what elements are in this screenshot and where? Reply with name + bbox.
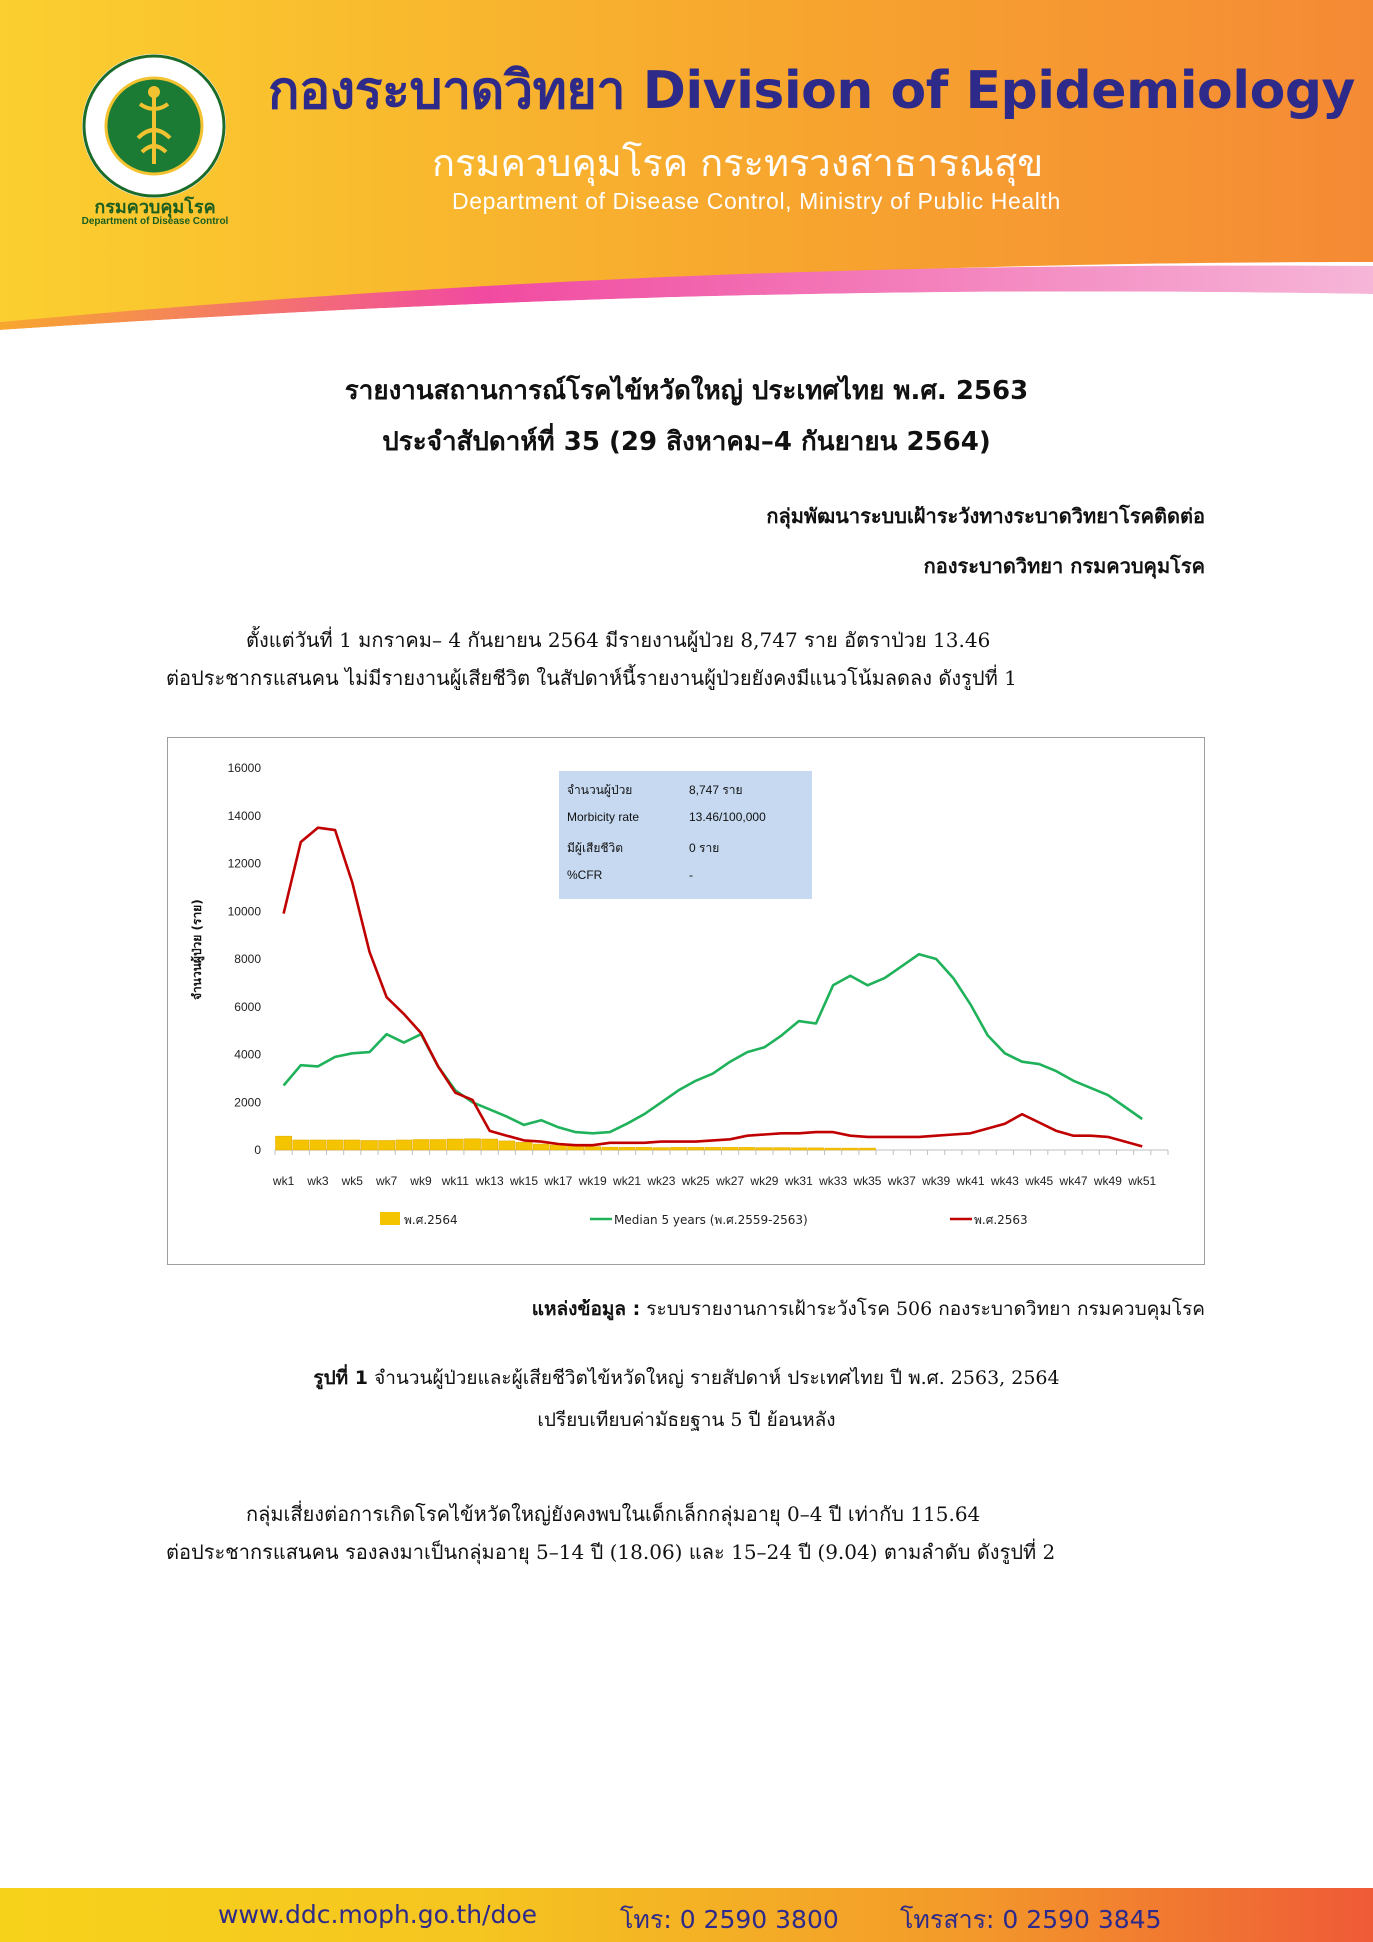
x-tick-label: wk45 <box>1025 1174 1054 1188</box>
bar-2564 <box>756 1148 772 1150</box>
x-tick-label: wk11 <box>441 1174 469 1188</box>
legend-label: พ.ศ.2564 <box>404 1213 458 1227</box>
report-title-line2: ประจำสัปดาห์ที่ 35 (29 สิงหาคม–4 กันยายน 2564) <box>382 427 991 457</box>
bar-2564 <box>688 1147 704 1150</box>
paragraph-2 <box>166 1495 1206 1571</box>
info-value: 0 ราย <box>689 841 720 855</box>
bar-2564 <box>567 1146 583 1150</box>
header-subtitle-th: กรมควบคุมโรค กระทรวงสาธารณสุข <box>432 141 1044 185</box>
bar-2564 <box>499 1141 515 1150</box>
chart-y-axis-label: จำนวนผู้ป่วย (ราย) <box>190 899 204 1000</box>
info-label: จำนวนผู้ป่วย <box>567 783 633 797</box>
bar-2564 <box>396 1140 412 1150</box>
footer-website[interactable]: www.ddc.moph.go.th/doe <box>218 1900 538 1929</box>
legend-label: Median 5 years (พ.ศ.2559-2563) <box>614 1213 808 1227</box>
x-tick-label: wk23 <box>647 1174 676 1188</box>
x-tick-label: wk7 <box>375 1174 398 1188</box>
info-row-cfr <box>567 868 807 890</box>
info-row-deaths <box>567 839 807 861</box>
summary-info-box <box>559 771 812 899</box>
bar-2564 <box>842 1148 858 1150</box>
bar-2564 <box>310 1140 326 1150</box>
paragraph-1-line2: ต่อประชากรแสนคน ไม่มีรายงานผู้เสียชีวิต ในสัปดาห์นี้รายงานผู้ป่วยยังคงมีแนวโน้มลดลง ดังรูปที่ 1 <box>166 666 1017 690</box>
bar-2564 <box>276 1136 292 1150</box>
paragraph-2-line1: กลุ่มเสี่ยงต่อการเกิดโรคไข้หวัดใหญ่ยังคงพบในเด็กเล็กกลุ่มอายุ 0–4 ปี เท่ากับ 115.64 <box>246 1502 981 1526</box>
paragraph-1-line1: ตั้งแต่วันที่ 1 มกราคม– 4 กันยายน 2564 มีรายงานผู้ป่วย 8,747 ราย อัตราป่วย 13.46 <box>246 628 991 652</box>
info-value: 13.46/100,000 <box>689 810 766 824</box>
x-tick-label: wk43 <box>990 1174 1019 1188</box>
y-tick-label: 6000 <box>234 999 261 1014</box>
x-tick-label: wk3 <box>307 1174 329 1188</box>
figure-caption-label: รูปที่ 1 <box>313 1367 369 1389</box>
bar-2564 <box>464 1139 480 1150</box>
page-header <box>0 0 1373 330</box>
bar-2564 <box>327 1140 343 1150</box>
bar-2564 <box>670 1147 686 1150</box>
x-tick-label: wk35 <box>853 1174 882 1188</box>
x-tick-label: wk17 <box>544 1174 573 1188</box>
info-value: 8,747 ราย <box>689 783 743 797</box>
x-tick-label: wk41 <box>956 1174 985 1188</box>
bar-2564 <box>705 1147 721 1150</box>
y-tick-label: 2000 <box>234 1095 261 1110</box>
x-tick-label: wk37 <box>887 1174 916 1188</box>
info-row-morbidity <box>567 810 807 832</box>
y-tick-label: 12000 <box>227 856 261 871</box>
x-tick-label: wk5 <box>341 1174 363 1188</box>
x-tick-label: wk15 <box>510 1174 539 1188</box>
x-tick-label: wk25 <box>681 1174 710 1188</box>
footer-fax: โทรสาร: 0 2590 3845 <box>900 1905 1162 1934</box>
x-tick-label: wk49 <box>1093 1174 1122 1188</box>
report-title-line1: รายงานสถานการณ์โรคไข้หวัดใหญ่ ประเทศไทย พ.ศ. 2563 <box>344 376 1029 406</box>
x-tick-label: wk21 <box>613 1174 642 1188</box>
info-row-cases <box>567 781 807 803</box>
data-source-text: ระบบรายงานการเฝ้าระวังโรค 506 กองระบาดวิทยา กรมควบคุมโรค <box>646 1298 1205 1320</box>
info-value: - <box>689 868 693 882</box>
paragraph-1 <box>166 621 1206 697</box>
line-median-5-years <box>284 954 1143 1133</box>
info-label: %CFR <box>567 868 603 882</box>
paragraph-2-line2: ต่อประชากรแสนคน รองลงมาเป็นกลุ่มอายุ 5–14 ปี (18.06) และ 15–24 ปี (9.04) ตามลำดับ ดังรูปที่ 2 <box>166 1540 1056 1564</box>
figure-caption-line1 <box>0 1363 1373 1393</box>
bar-2564 <box>361 1140 377 1150</box>
figure-caption-text: จำนวนผู้ป่วยและผู้เสียชีวิตไข้หวัดใหญ่ รายสัปดาห์ ประเทศไทย ปี พ.ศ. 2563, 2564 <box>374 1367 1060 1389</box>
x-tick-label: wk51 <box>1128 1174 1157 1188</box>
page-footer <box>0 1888 1373 1942</box>
info-label: Morbicity rate <box>567 810 640 824</box>
bar-2564 <box>516 1142 532 1150</box>
x-tick-label: wk39 <box>922 1174 951 1188</box>
bar-2564 <box>293 1140 309 1150</box>
figure-caption-line2: เปรียบเทียบค่ามัธยฐาน 5 ปี ย้อนหลัง <box>537 1409 836 1431</box>
bar-2564 <box>636 1147 652 1150</box>
y-tick-label: 8000 <box>234 952 261 966</box>
header-title: กองระบาดวิทยา Division of Epidemiology <box>268 61 1355 121</box>
bar-2564 <box>808 1148 824 1150</box>
bar-2564 <box>602 1147 618 1150</box>
x-tick-label: wk31 <box>784 1174 813 1188</box>
bar-2564 <box>413 1139 429 1150</box>
y-tick-label: 10000 <box>227 904 261 919</box>
bar-2564 <box>379 1140 395 1150</box>
bar-2564 <box>533 1144 549 1150</box>
bar-2564 <box>447 1139 463 1150</box>
bar-2564 <box>585 1147 601 1150</box>
y-tick-label: 14000 <box>227 808 261 823</box>
ministry-logo <box>80 52 228 200</box>
bar-2564 <box>550 1145 566 1150</box>
data-source <box>532 1294 1205 1324</box>
data-source-label: แหล่งข้อมูล : <box>531 1298 641 1320</box>
y-tick-label: 0 <box>254 1143 261 1157</box>
logo-text-en: Department of Disease Control <box>81 216 229 227</box>
bar-2564 <box>774 1148 790 1150</box>
legend-swatch-2564 <box>380 1212 400 1225</box>
x-tick-label: wk27 <box>716 1174 745 1188</box>
bar-2564 <box>430 1139 446 1150</box>
x-tick-label: wk29 <box>750 1174 779 1188</box>
y-tick-label: 16000 <box>227 761 261 775</box>
legend-label: พ.ศ.2563 <box>974 1213 1028 1227</box>
bar-2564 <box>825 1148 841 1150</box>
x-tick-label: wk9 <box>410 1174 432 1188</box>
bar-2564 <box>739 1147 755 1150</box>
bar-2564 <box>619 1147 635 1150</box>
x-tick-label: wk33 <box>819 1174 848 1188</box>
x-tick-label: wk19 <box>578 1174 607 1188</box>
bar-2564 <box>653 1148 669 1150</box>
y-tick-label: 4000 <box>234 1047 261 1062</box>
footer-phone: โทร: 0 2590 3800 <box>620 1905 839 1934</box>
header-subtitle-en: Department of Disease Control, Ministry of Public Health <box>452 188 1061 214</box>
bar-2564 <box>344 1140 360 1150</box>
info-label: มีผู้เสียชีวิต <box>567 841 624 855</box>
org-line1: กลุ่มพัฒนาระบบเฝ้าระวังทางระบาดวิทยาโรคติดต่อ <box>766 504 1205 528</box>
org-line2: กองระบาดวิทยา กรมควบคุมโรค <box>923 554 1205 578</box>
x-tick-label: wk1 <box>272 1174 295 1188</box>
bar-2564 <box>791 1148 807 1150</box>
bar-2564 <box>859 1148 875 1150</box>
x-tick-label: wk47 <box>1059 1174 1088 1188</box>
x-tick-label: wk13 <box>475 1174 504 1188</box>
logo-text-th: กรมควบคุมโรค <box>94 197 216 218</box>
bar-2564 <box>482 1139 498 1150</box>
bar-2564 <box>722 1147 738 1150</box>
